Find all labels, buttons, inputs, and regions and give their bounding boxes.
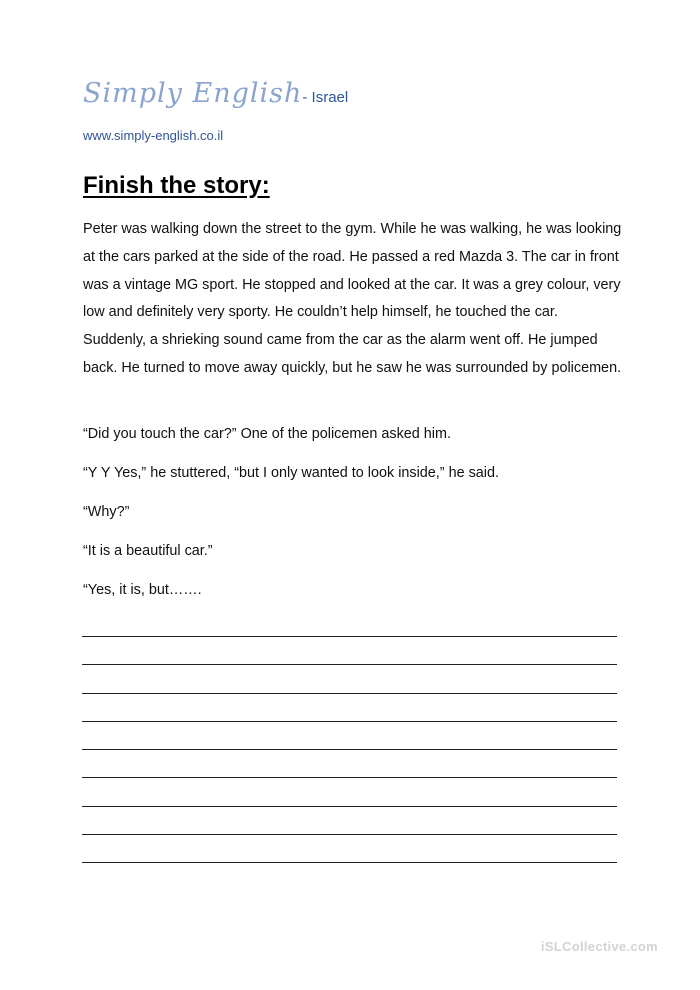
- answer-line[interactable]: [82, 777, 617, 779]
- dialogue-line-5: “Yes, it is, but…….: [83, 582, 202, 598]
- story-paragraph: Peter was walking down the street to the gym. While he was walking, he was looking at the cars parked at the side of the road. He passed a red Mazda 3. The car in front was a vintage MG sport. He stopped and looked at the car. It was a grey colour, very low and definitely very sporty. He couldn’t help himself, he touched the car. Suddenly, a shrieking sound came from the car as the alarm went off. He jumped back. He turned to move away quickly, but he saw he was surrounded by policemen.: [83, 221, 622, 376]
- page-title: Finish the story:: [83, 172, 270, 199]
- answer-line[interactable]: [82, 693, 617, 695]
- dialogue-line-4: “It is a beautiful car.”: [83, 543, 213, 559]
- answer-lines: [82, 636, 617, 891]
- logo-script-text: Simply English: [83, 78, 303, 109]
- answer-line[interactable]: [82, 749, 617, 751]
- answer-line[interactable]: [82, 834, 617, 836]
- logo: [83, 80, 348, 107]
- answer-line[interactable]: [82, 636, 617, 638]
- answer-line[interactable]: [82, 721, 617, 723]
- dialogue-line-3: “Why?”: [83, 504, 130, 520]
- watermark: iSLCollective.com: [540, 939, 658, 954]
- logo-region-text: - Israel: [302, 89, 349, 106]
- dialogue-line-2: “Y Y Yes,” he stuttered, “but I only wanted to look inside,” he said.: [83, 465, 499, 481]
- website-link[interactable]: www.simply-english.co.il: [83, 128, 224, 143]
- answer-line[interactable]: [82, 862, 617, 864]
- answer-line[interactable]: [82, 664, 617, 666]
- dialogue-line-1: “Did you touch the car?” One of the policemen asked him.: [83, 426, 451, 442]
- answer-line[interactable]: [82, 806, 617, 808]
